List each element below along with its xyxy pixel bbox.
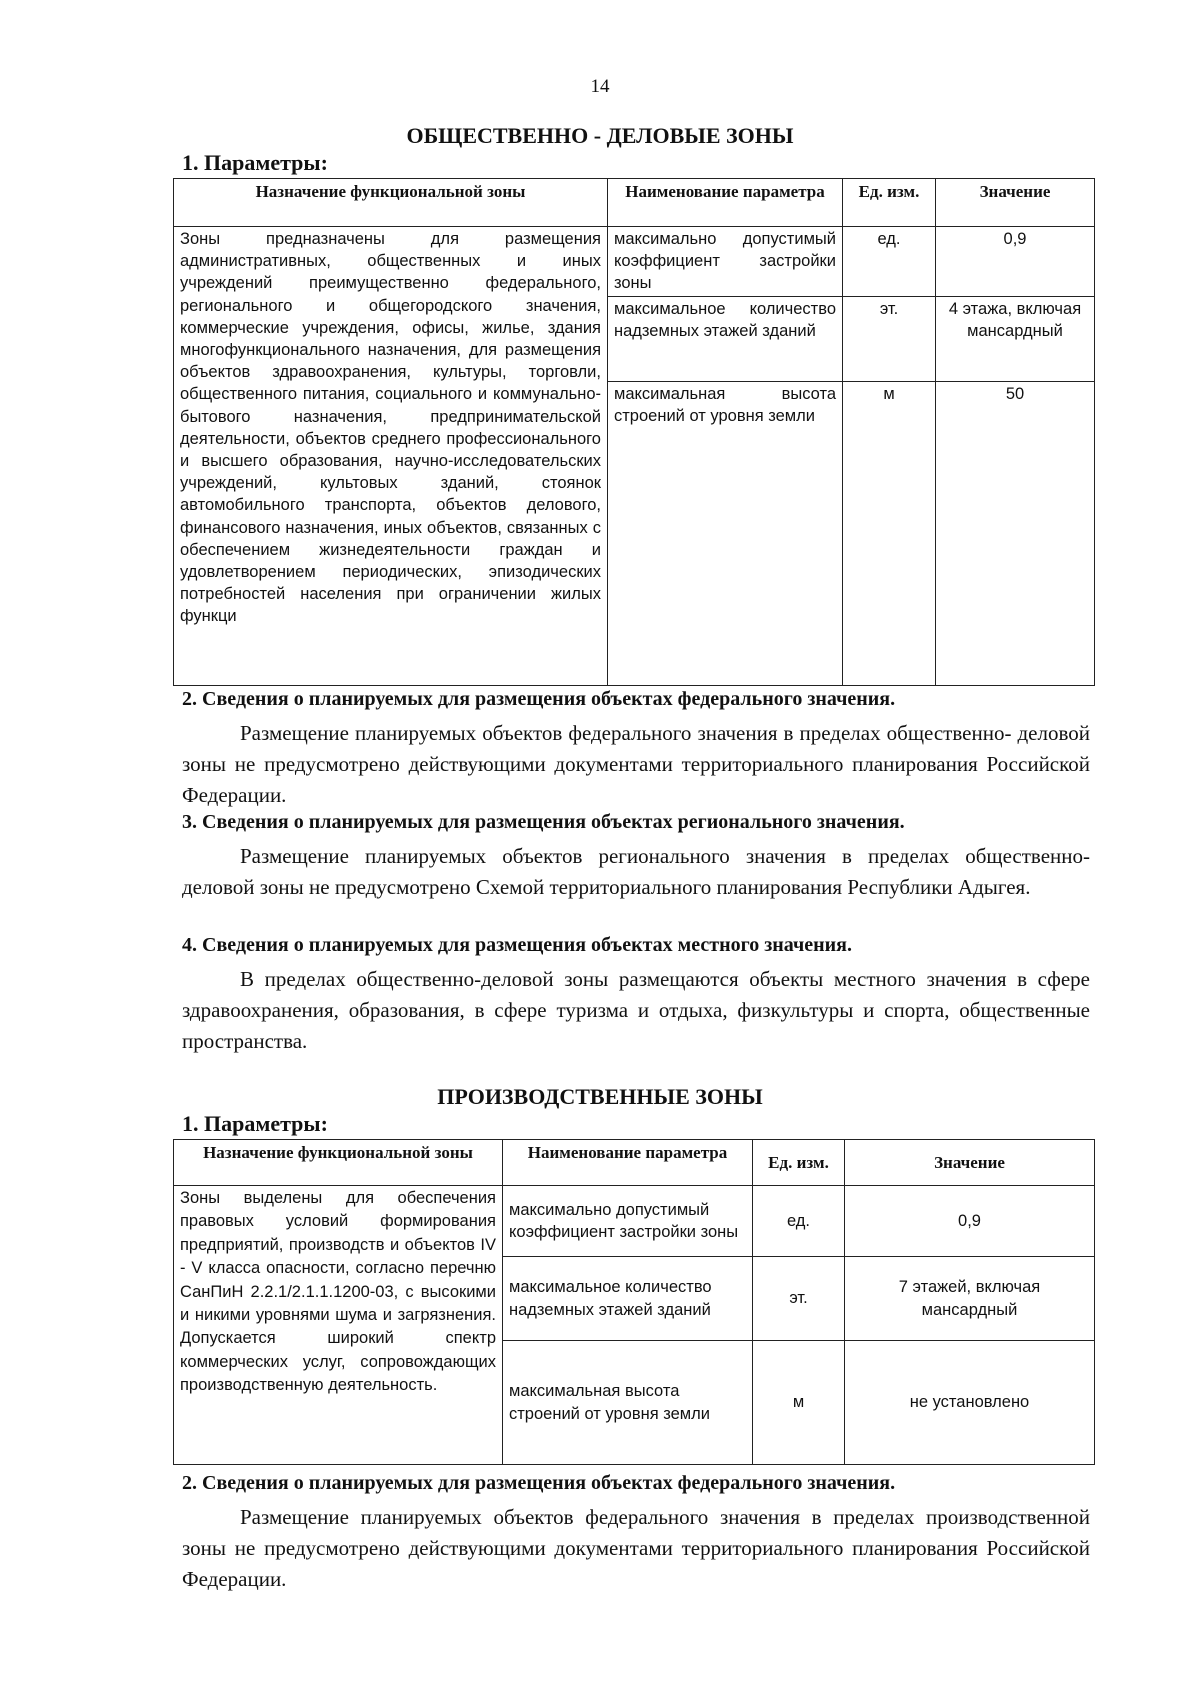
table-row <box>174 227 1095 297</box>
unit-cell: м <box>843 381 936 685</box>
page-number: 14 <box>590 76 610 97</box>
table-header-row <box>174 1140 1095 1186</box>
unit-cell: м <box>753 1341 845 1465</box>
section2-federal-heading: 2. Сведения о планируемых для размещения объектах федерального значения. <box>182 1472 896 1494</box>
value-cell: 0,9 <box>936 227 1095 297</box>
section1-federal-paragraph: Размещение планируемых объектов федерального значения в пределах общественно- деловой зоны не предусмотрено действующими документами территориального планирования Российской Федерации. <box>182 721 1090 807</box>
section1-title: ОБЩЕСТВЕННО - ДЕЛОВЫЕ ЗОНЫ <box>406 123 794 148</box>
section1-local-paragraph: В пределах общественно-деловой зоны размещаются объекты местного значения в сфере здравоохранения, образования, в сфере туризма и отдыха, физкультуры и спорта, общественные пространства. <box>182 967 1090 1053</box>
value-cell: 4 этажа, включая мансардный <box>936 296 1095 381</box>
section1-federal-heading: 2. Сведения о планируемых для размещения объектах федерального значения. <box>182 688 896 710</box>
header-parameter-name: Наименование параметра <box>503 1140 753 1186</box>
section1-regional-paragraph: Размещение планируемых объектов регионального значения в пределах общественно- деловой зоны не предусмотрено Схемой территориального планирования Республики Адыгея. <box>182 844 1090 899</box>
section2-title: ПРОИЗВОДСТВЕННЫЕ ЗОНЫ <box>437 1084 763 1109</box>
unit-cell: ед. <box>843 227 936 297</box>
header-value: Значение <box>936 179 1095 227</box>
parameter-cell: максимальная высота строений от уровня земли <box>608 381 843 685</box>
header-unit: Ед. изм. <box>753 1140 845 1186</box>
section1-regional-heading: 3. Сведения о планируемых для размещения объектах регионального значения. <box>182 811 905 833</box>
parameter-cell: максимально допустимый коэффициент застройки зоны <box>608 227 843 297</box>
parameter-cell: максимально допустимый коэффициент застройки зоны <box>503 1186 753 1257</box>
header-zone-purpose: Назначение функциональной зоны <box>174 179 608 227</box>
section1-params-heading: 1. Параметры: <box>182 150 328 175</box>
value-cell: 50 <box>936 381 1095 685</box>
section2-federal-paragraph: Размещение планируемых объектов федерального значения в пределах производственной зоны не предусмотрено действующими документами территориального планирования Российской Федерации. <box>182 1505 1090 1591</box>
zone-purpose-cell: Зоны выделены для обеспечения правовых условий формирования предприятий, производств и объектов IV - V класса опасности, согласно перечню СанПиН 2.2.1/2.1.1.1200-03, с высокими и никими уровнями шума и загрязнения. Допускается широкий спектр коммерческих услуг, сопровождающих производственную деятельность. <box>174 1186 503 1465</box>
section2-params-heading: 1. Параметры: <box>182 1111 328 1136</box>
header-value: Значение <box>845 1140 1095 1186</box>
value-cell: 7 этажей, включая мансардный <box>845 1257 1095 1341</box>
header-zone-purpose: Назначение функциональной зоны <box>174 1140 503 1186</box>
value-cell: 0,9 <box>845 1186 1095 1257</box>
zone-purpose-cell: Зоны предназначены для размещения административных, общественных и иных учреждений преимущественно федерального, регионального и общегородского значения, коммерческие учреждения, офисы, жилье, здания многофункционального назначения, для размещения объектов здравоохранения, культуры, торговли, общественного питания, социального и коммунально-бытового назначения, предпринимательской деятельности, объектов среднего профессионального и высшего образования, научно-исследовательских учреждений, культовых зданий, стоянок автомобильного транспорта, объектов делового, финансового назначения, иных объектов, связанных с обеспечением жизнедеятельности граждан и удовлетворением периодических, эпизодических потребностей населения при ограничении жилых функци <box>174 227 608 686</box>
table-row <box>174 1186 1095 1257</box>
section2-params-table <box>173 1139 1095 1465</box>
unit-cell: ед. <box>753 1186 845 1257</box>
section1-local-heading: 4. Сведения о планируемых для размещения объектах местного значения. <box>182 934 852 956</box>
header-unit: Ед. изм. <box>843 179 936 227</box>
table-header-row <box>174 179 1095 227</box>
parameter-cell: максимальное количество надземных этажей зданий <box>608 296 843 381</box>
unit-cell: эт. <box>843 296 936 381</box>
section1-params-table <box>173 178 1095 686</box>
parameter-cell: максимальная высота строений от уровня земли <box>503 1341 753 1465</box>
parameter-cell: максимальное количество надземных этажей зданий <box>503 1257 753 1341</box>
unit-cell: эт. <box>753 1257 845 1341</box>
header-parameter-name: Наименование параметра <box>608 179 843 227</box>
value-cell: не установлено <box>845 1341 1095 1465</box>
